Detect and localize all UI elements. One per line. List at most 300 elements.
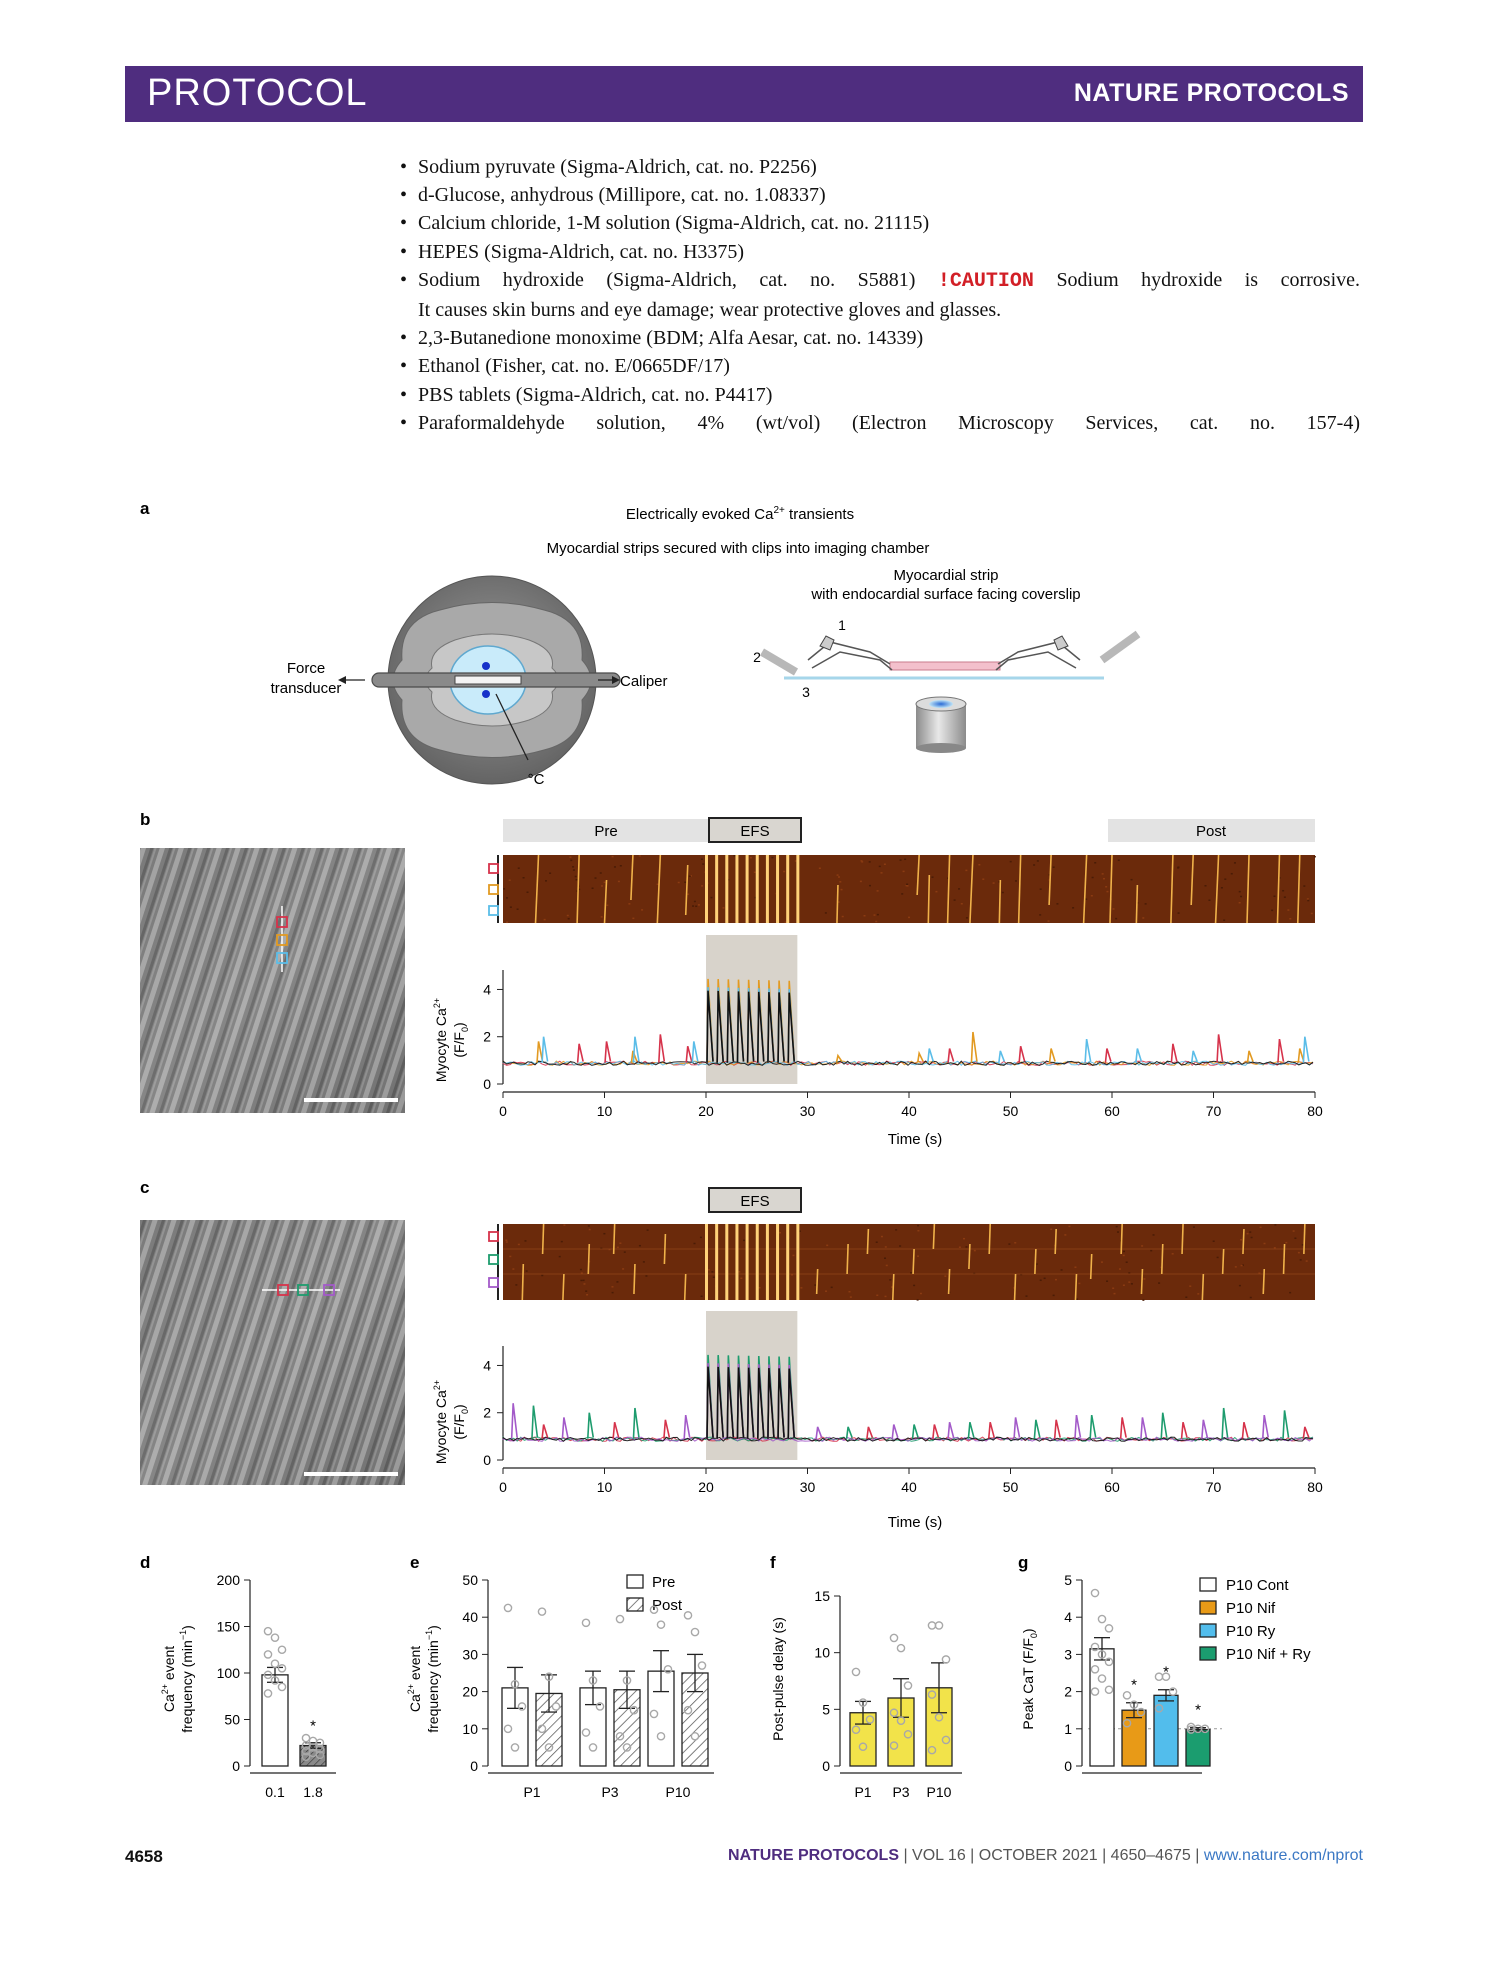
trace-spike <box>1283 1410 1289 1438</box>
kymo-noise <box>694 901 696 903</box>
kymo-noise <box>632 918 634 920</box>
trace-spike <box>1141 1417 1147 1438</box>
trace-spike <box>1161 1413 1167 1439</box>
kymo-noise <box>1307 900 1309 902</box>
kymo-noise <box>1039 914 1041 916</box>
y-tick-label: 4 <box>483 1357 491 1374</box>
trace-spike <box>1263 1415 1269 1439</box>
data-point <box>271 1634 278 1641</box>
bar-y-tick-label: 1 <box>1064 1720 1072 1737</box>
kymo-noise <box>628 903 630 905</box>
kymo-noise <box>889 1279 891 1281</box>
x-tick-label: 60 <box>1104 1103 1120 1119</box>
trace-spike <box>816 1427 822 1439</box>
kymo-wave <box>685 1274 686 1300</box>
kymo-noise <box>527 892 529 894</box>
kymo-noise <box>1113 908 1115 910</box>
reagent-item: • Ethanol (Fisher, cat. no. E/0665DF/17) <box>400 352 1360 380</box>
kymo-wave <box>543 1224 544 1254</box>
trace-spike <box>578 1044 584 1063</box>
naoh-text: Sodium hydroxide (Sigma-Aldrich, cat. no. S5881) <box>418 268 916 291</box>
kymo-efs-line <box>776 855 779 923</box>
kymo-noise <box>899 1245 901 1247</box>
kymo-noise <box>1105 886 1107 888</box>
reagent-item: • 2,3-Butanedione monoxime (BDM; Alfa Aesar, cat. no. 14339) <box>400 324 1360 352</box>
kymo-noise <box>1128 1281 1130 1283</box>
kymo-noise <box>1142 917 1144 919</box>
data-point <box>504 1604 511 1611</box>
kymo-wave <box>1141 1269 1142 1294</box>
kymo-noise <box>743 1240 745 1242</box>
footer-journal: NATURE PROTOCOLS <box>728 1847 899 1864</box>
kymo-efs-line <box>725 855 728 923</box>
kymo-noise <box>1150 1250 1152 1252</box>
panel-e-label: e <box>410 1553 420 1572</box>
kymo-noise <box>875 921 877 923</box>
kymo-noise <box>935 891 937 893</box>
label-2: 2 <box>753 649 761 665</box>
kymo-noise <box>561 1241 563 1243</box>
kymo-noise <box>779 1232 781 1234</box>
efs-label-b: EFS <box>740 823 770 840</box>
kymo-noise <box>1119 1268 1121 1270</box>
kymo-wave <box>1182 1224 1183 1254</box>
ylabel-g: Peak CaT $(F/F_0)$ <box>1020 1628 1039 1730</box>
trace-spike <box>999 1051 1005 1063</box>
micrograph-b <box>140 848 405 1113</box>
kymo-noise <box>545 880 547 882</box>
kymo-noise <box>1204 885 1206 887</box>
trace-spike <box>933 1425 939 1439</box>
kymo-noise <box>1044 1278 1046 1280</box>
kymo-noise <box>1094 862 1096 864</box>
kymo-noise <box>576 879 578 881</box>
kymo-noise <box>624 1251 626 1253</box>
kymo-noise <box>1153 1234 1155 1236</box>
reagent-item: • Calcium chloride, 1-M solution (Sigma-Aldrich, cat. no. 21115) <box>400 209 1360 237</box>
legend-e <box>627 1574 683 1614</box>
kymo-noise <box>1274 1247 1276 1249</box>
x-tick-label: 50 <box>1002 1103 1019 1119</box>
kymo-noise <box>1271 910 1273 912</box>
trace-spike <box>1248 1051 1254 1063</box>
kymo-noise <box>620 865 622 867</box>
data-point <box>657 1621 664 1628</box>
trace-spike <box>1075 1415 1081 1439</box>
kymo-noise <box>1115 918 1117 920</box>
kymo-noise <box>1235 1266 1237 1268</box>
data-point <box>264 1628 271 1635</box>
kymo-noise <box>944 1275 946 1277</box>
trace-spike <box>1136 1049 1142 1063</box>
kymo-noise <box>701 858 703 860</box>
kymo-noise <box>515 1284 517 1286</box>
kymo-noise <box>1117 1231 1119 1233</box>
kymo-noise <box>1033 864 1035 866</box>
kymo-wave <box>999 880 1000 923</box>
bar-y-tick-label: 5 <box>822 1701 830 1718</box>
kymo-wave <box>1091 1254 1092 1279</box>
kymo-noise <box>895 1229 897 1231</box>
strip-side-view-diagram <box>762 634 1138 753</box>
kymo-noise <box>1116 1226 1118 1228</box>
kymo-efs-line <box>725 1224 728 1300</box>
x-tick-label: 40 <box>901 1103 917 1119</box>
kymo-noise <box>1112 1287 1114 1289</box>
kymo-noise <box>958 888 960 890</box>
kymo-noise <box>1273 896 1275 898</box>
legend-pre: Pre <box>652 1574 676 1591</box>
bar-y-tick-label: 40 <box>462 1609 478 1626</box>
data-point <box>538 1608 545 1615</box>
kymo-noise <box>850 1296 852 1298</box>
kymo-wave <box>928 875 929 923</box>
kymo-noise <box>603 1233 605 1235</box>
kymo-noise <box>645 1275 647 1277</box>
trace-spike <box>562 1417 568 1438</box>
y-tick-label: 0 <box>483 1076 491 1092</box>
kymo-noise <box>503 888 505 890</box>
kymo-noise <box>622 1268 624 1270</box>
kymo-noise <box>580 1280 582 1282</box>
kymo-wave <box>1162 1244 1163 1274</box>
bar-y-tick-label: 10 <box>462 1720 478 1737</box>
kymo-noise <box>1053 1295 1055 1297</box>
kymo-wave <box>913 1249 914 1274</box>
reagent-item: • Sodium pyruvate (Sigma-Aldrich, cat. no. P2256) <box>400 153 1360 181</box>
section-label: PROTOCOL <box>147 72 368 114</box>
kymo-wave <box>969 1244 970 1269</box>
bar-x-label: P1 <box>854 1784 872 1800</box>
kymo-noise <box>692 905 694 907</box>
fluorescence-trace-c <box>483 1311 1323 1495</box>
kymo-noise <box>738 1271 740 1273</box>
kymo-noise <box>572 866 574 868</box>
kymo-noise <box>819 868 821 870</box>
reagent-item: • PBS tablets (Sigma-Aldrich, cat. no. P4417) <box>400 381 1360 409</box>
kymo-noise <box>606 905 608 907</box>
kymo-noise <box>1307 898 1309 900</box>
x-tick-label: 10 <box>596 1479 613 1495</box>
kymo-noise <box>549 872 551 874</box>
trace-spike <box>913 1425 919 1439</box>
kymo-noise <box>1131 1283 1133 1285</box>
trace-spike <box>989 1422 995 1439</box>
kymo-noise <box>524 1240 526 1242</box>
bar-y-tick-label: 2 <box>1064 1683 1072 1700</box>
kymo-noise <box>1240 896 1242 898</box>
linescan-kymograph-c <box>503 1224 1315 1301</box>
trace-spike <box>1303 1037 1309 1063</box>
kymo-noise <box>1092 877 1094 879</box>
kymo-noise <box>612 1292 614 1294</box>
kymo-noise <box>702 863 704 865</box>
x-tick-label: 60 <box>1104 1479 1120 1495</box>
label-3: 3 <box>802 684 810 700</box>
kymo-noise <box>569 856 571 858</box>
bar-x-label: 1.8 <box>303 1784 323 1800</box>
ylabel-d: $Ca^{2+}$ event <box>160 1645 177 1713</box>
significance-star: * <box>1163 1663 1169 1681</box>
kymo-noise <box>903 871 905 873</box>
bar-y-tick-label: 50 <box>462 1572 478 1588</box>
kymo-noise <box>698 904 700 906</box>
kymo-noise <box>993 882 995 884</box>
kymo-noise <box>701 1296 703 1298</box>
kymo-noise <box>1078 1283 1080 1285</box>
trace-spike <box>686 1046 692 1063</box>
x-tick-label: 20 <box>698 1479 714 1495</box>
footer-citation <box>728 1847 1363 1865</box>
trace-spike <box>847 1427 853 1439</box>
xlabel-b: Time (s) <box>887 1131 943 1148</box>
kymo-noise <box>567 915 569 917</box>
kymo-noise <box>1193 1226 1195 1228</box>
kymo-noise <box>954 899 956 901</box>
panel-c-label: c <box>140 1178 150 1197</box>
bar-y-tick-label: 0 <box>822 1758 830 1774</box>
y-tick-label: 4 <box>483 981 491 998</box>
kymo-noise <box>876 1241 878 1243</box>
significance-star: * <box>310 1717 316 1735</box>
kymo-noise <box>1282 890 1284 892</box>
panel-a-label: a <box>140 499 150 518</box>
kymo-noise <box>517 908 519 910</box>
micrograph-c <box>140 1220 405 1485</box>
kymo-noise <box>601 916 603 918</box>
kymo-noise <box>750 857 752 859</box>
kymo-noise <box>1311 913 1313 915</box>
kymo-noise <box>568 918 570 920</box>
naoh-warning-line2: It causes skin burns and eye damage; wear protective gloves and glasses. <box>418 299 1002 322</box>
kymo-noise <box>1213 1240 1215 1242</box>
trace-spike <box>1217 1034 1223 1062</box>
kymo-wave <box>1075 1274 1076 1300</box>
kymo-noise <box>592 888 594 890</box>
kymo-noise <box>740 1278 742 1280</box>
panel-f-label: f <box>770 1553 776 1572</box>
ylabel-d-2: frequency $(\min^{-1})$ <box>178 1625 195 1733</box>
kymo-noise <box>880 872 882 874</box>
kymo-noise <box>864 915 866 917</box>
kymo-noise <box>1217 1257 1219 1259</box>
kymo-noise <box>506 1241 508 1243</box>
trace-spike <box>1278 1039 1284 1063</box>
trace-spike <box>1182 1422 1188 1439</box>
kymo-noise <box>544 919 546 921</box>
kymo-noise <box>647 1229 649 1231</box>
kymo-noise <box>1131 879 1133 881</box>
kymo-noise <box>879 866 881 868</box>
bar-y-tick-label: 3 <box>1064 1646 1072 1663</box>
kymo-noise <box>1074 1266 1076 1268</box>
trace-spike <box>948 1422 954 1439</box>
kymo-noise <box>723 907 725 909</box>
data-point <box>890 1634 897 1641</box>
kymo-noise <box>884 1258 886 1260</box>
x-tick-label: 80 <box>1307 1103 1323 1119</box>
kymo-noise <box>1102 873 1104 875</box>
kymo-wave <box>1284 1244 1285 1274</box>
kymo-noise <box>1285 1242 1287 1244</box>
trace-spike <box>1303 1427 1309 1439</box>
kymo-efs-line <box>746 1224 749 1300</box>
kymo-noise <box>800 1287 802 1289</box>
footer-details: | VOL 16 | OCTOBER 2021 | 4650–4675 | <box>899 1847 1204 1864</box>
data-point <box>904 1682 911 1689</box>
bar-x-label: P10 <box>926 1784 952 1800</box>
bar <box>1122 1710 1146 1766</box>
kymo-noise <box>1300 1259 1302 1261</box>
data-point <box>1123 1692 1130 1699</box>
kymo-noise <box>1101 1261 1103 1263</box>
footer-url[interactable]: www.nature.com/nprot <box>1203 1847 1363 1864</box>
kymo-wave <box>614 1224 615 1254</box>
kymo-noise <box>1249 1231 1251 1233</box>
kymo-efs-line <box>766 1224 769 1300</box>
trace-spike <box>542 1037 548 1063</box>
bar <box>1186 1730 1210 1766</box>
kymo-wave <box>1263 1269 1264 1294</box>
x-tick-label: 30 <box>799 1479 816 1495</box>
kymo-noise <box>526 1270 528 1272</box>
kymo-noise <box>814 1284 816 1286</box>
kymo-wave <box>867 1229 868 1254</box>
ylabel-e: $Ca^{2+}$ event <box>406 1645 423 1713</box>
trace-spike <box>948 1049 954 1063</box>
kymo-noise <box>1241 1265 1243 1267</box>
kymo-efs-line <box>786 855 789 923</box>
kymo-noise <box>906 884 908 886</box>
bar-x-label: P1 <box>523 1784 541 1800</box>
label-1: 1 <box>838 617 846 633</box>
data-point <box>278 1646 285 1653</box>
naoh-warning: Sodium hydroxide is corrosive. <box>1056 268 1361 291</box>
data-point <box>278 1665 285 1672</box>
kymo-wave <box>522 1264 523 1300</box>
bar-x-label: 0.1 <box>265 1784 285 1800</box>
bar-x-label: P3 <box>892 1784 910 1800</box>
kymo-noise <box>695 906 697 908</box>
linescan-kymograph-b <box>503 855 1316 923</box>
kymo-noise <box>689 876 691 878</box>
kymo-noise <box>1231 873 1233 875</box>
kymo-noise <box>974 1250 976 1252</box>
kymo-wave <box>989 1224 990 1254</box>
kymo-noise <box>876 1295 878 1297</box>
legend-nif-ry: P10 Nif + Ry <box>1226 1646 1311 1663</box>
kymo-noise <box>701 885 703 887</box>
kymo-noise <box>1239 891 1241 893</box>
trace-spike <box>1055 1420 1061 1439</box>
kymo-noise <box>904 859 906 861</box>
kymo-noise <box>708 1269 710 1271</box>
kymo-noise <box>1040 888 1042 890</box>
data-point <box>942 1656 949 1663</box>
y-tick-label: 2 <box>483 1028 491 1045</box>
kymo-noise <box>1189 1285 1191 1287</box>
kymo-noise <box>1177 867 1179 869</box>
kymo-noise <box>601 885 603 887</box>
kymo-noise <box>1142 1299 1144 1301</box>
kymo-efs-line <box>756 1224 759 1300</box>
kymo-noise <box>1250 1297 1252 1299</box>
bar-y-tick-label: 100 <box>216 1665 240 1681</box>
kymo-noise <box>1106 891 1108 893</box>
kymo-noise <box>1037 860 1039 862</box>
kymo-noise <box>877 890 879 892</box>
kymo-noise <box>1234 862 1236 864</box>
kymo-noise <box>1289 1292 1291 1294</box>
trace-spike <box>664 1420 670 1439</box>
kymo-noise <box>881 1236 883 1238</box>
data-point <box>897 1645 904 1652</box>
kymo-efs-line <box>715 1224 718 1300</box>
kymo-noise <box>713 1276 715 1278</box>
kymo-noise <box>617 1247 619 1249</box>
ylabel-f: Post-pulse delay (s) <box>770 1617 786 1741</box>
bar-x-label: P3 <box>601 1784 619 1800</box>
kymo-noise <box>920 1293 922 1295</box>
kymo-noise <box>541 1275 543 1277</box>
kymo-noise <box>917 1230 919 1232</box>
kymo-noise <box>1091 895 1093 897</box>
kymo-wave <box>1202 1274 1203 1300</box>
data-point <box>684 1612 691 1619</box>
data-point <box>582 1619 589 1626</box>
kymo-efs-line <box>776 1224 779 1300</box>
reagent-item: • HEPES (Sigma-Aldrich, cat. no. H3375) <box>400 238 1360 266</box>
bar-y-tick-label: 50 <box>224 1711 240 1728</box>
kymo-noise <box>1050 1229 1052 1231</box>
kymo-noise <box>1287 909 1289 911</box>
kymo-noise <box>1143 1278 1145 1280</box>
kymo-noise <box>563 1224 565 1226</box>
force-transducer-label: Force <box>286 660 326 677</box>
kymo-noise <box>619 1242 621 1244</box>
kymo-noise <box>783 871 785 873</box>
kymo-noise <box>586 1294 588 1296</box>
data-point <box>616 1615 623 1622</box>
kymo-wave <box>933 1224 934 1249</box>
bar-y-tick-label: 15 <box>814 1588 830 1604</box>
kymo-noise <box>639 855 641 857</box>
trace-spike <box>968 1422 974 1439</box>
bar-y-tick-label: 20 <box>462 1683 478 1700</box>
kymo-wave <box>1121 1224 1122 1254</box>
trace-spike <box>1202 1420 1208 1439</box>
kymo-noise <box>885 1246 887 1248</box>
kymo-noise <box>1293 1230 1295 1232</box>
kymo-noise <box>583 1280 585 1282</box>
kymo-noise <box>1145 903 1147 905</box>
bar-y-tick-label: 5 <box>1064 1572 1072 1588</box>
kymo-wave <box>949 1269 950 1294</box>
trace-spike <box>1085 1039 1091 1063</box>
data-point <box>1091 1589 1098 1596</box>
x-tick-label: 0 <box>499 1103 507 1119</box>
fluorescence-trace-b <box>483 935 1323 1119</box>
kymo-noise <box>1263 1243 1265 1245</box>
kymo-noise <box>908 917 910 919</box>
kymo-noise <box>839 881 841 883</box>
trace-spike <box>867 1427 873 1439</box>
kymo-noise <box>1072 907 1074 909</box>
kymo-noise <box>588 1225 590 1227</box>
kymo-noise <box>931 876 933 878</box>
kymo-noise <box>1240 1239 1242 1241</box>
trace-spike <box>684 1415 690 1439</box>
